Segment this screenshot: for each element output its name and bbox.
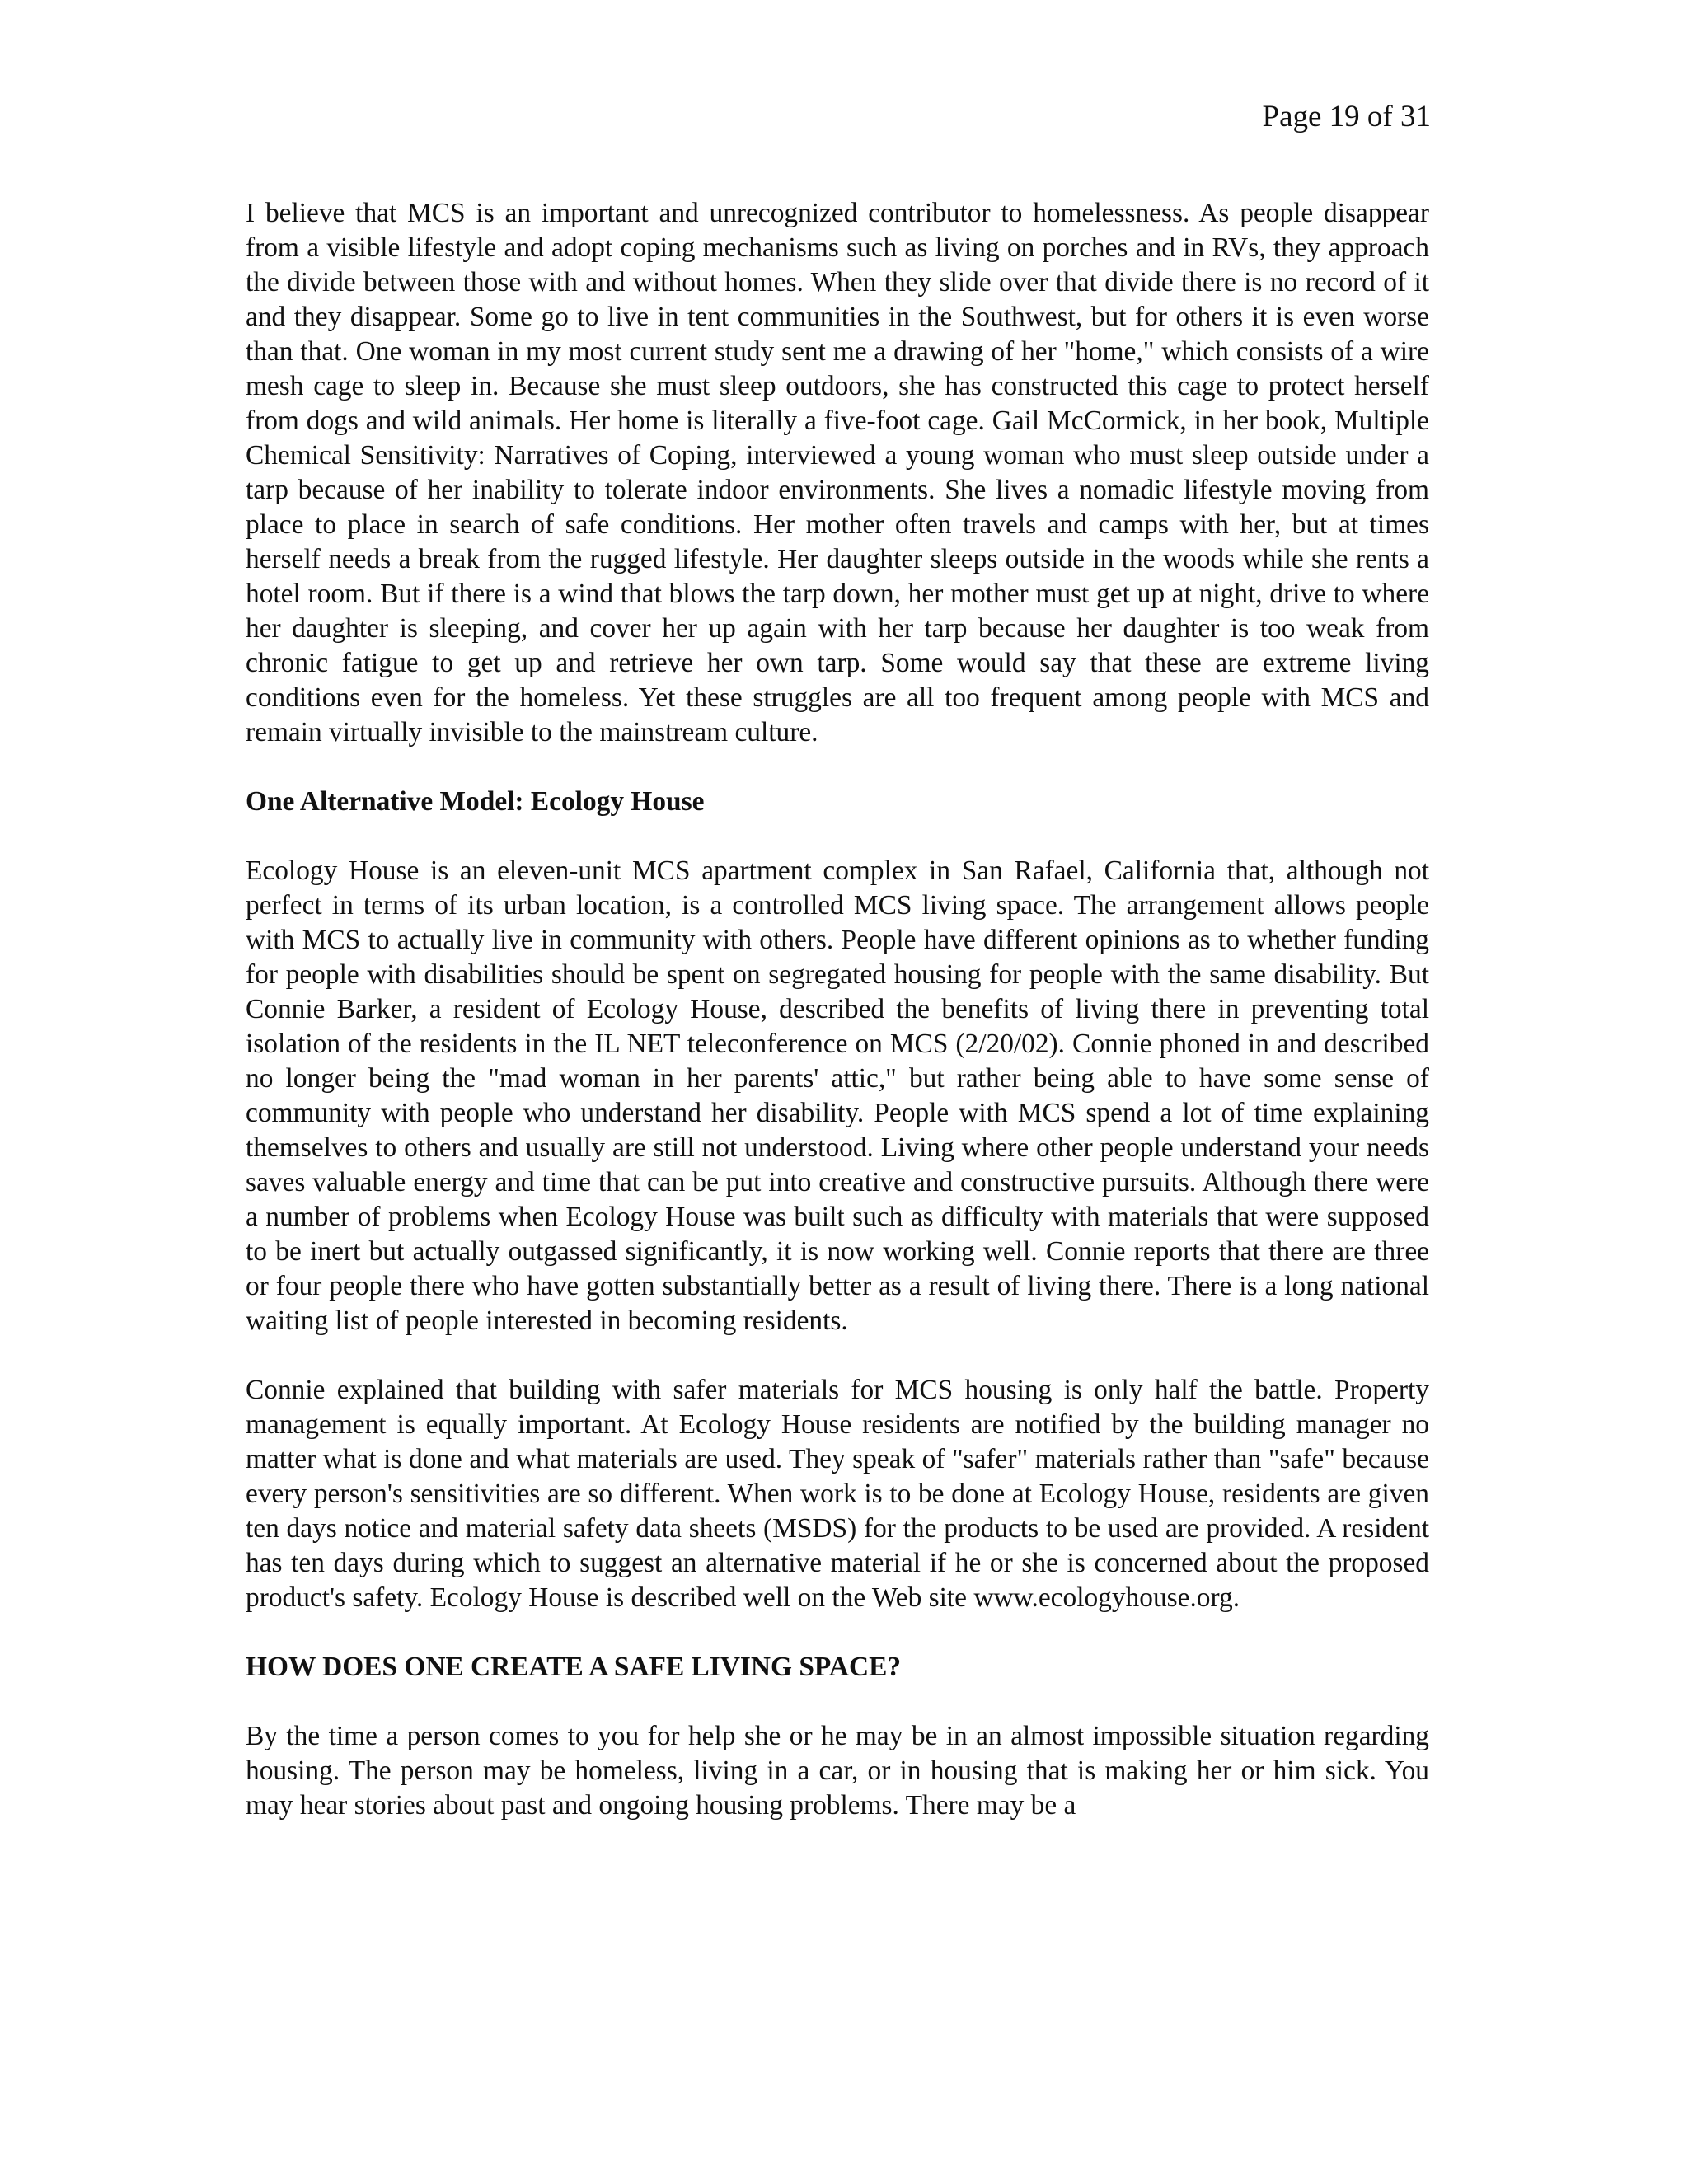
page-number: Page 19 of 31 — [1262, 100, 1431, 134]
paragraph-ecology-house-description: Ecology House is an eleven-unit MCS apartment complex in San Rafael, California that, although not perfect in terms of its urban location, is a controlled MCS living space. The arrangement allows people with MCS to actually live in community with others. People have different opinions as to whether funding for people with disabilities should be spent on segregated housing for people with the same disability. But Connie Barker, a resident of Ecology House, described the benefits of living there in preventing total isolation of the residents in the IL NET teleconference on MCS (2/20/02). Connie phoned in and described no longer being the "mad woman in her parents' attic," but rather being able to have some sense of community with people who understand her disability. People with MCS spend a lot of time explaining themselves to others and usually are still not understood. Living where other people understand your needs saves valuable energy and time that can be put into creative and constructive pursuits. Although there were a number of problems when Ecology House was built such as difficulty with materials that were supposed to be inert but actually outgassed significantly, it is now working well. Connie reports that there are three or four people there who have gotten substantially better as a result of living there. There is a long national waiting list of people interested in becoming residents. — [246, 855, 1429, 1336]
paragraph-mcs-homelessness: I believe that MCS is an important and unrecognized contributor to homelessness. As people disappear from a visible lifestyle and adopt coping mechanisms such as living on porches and in RVs, they approach the divide between those with and without homes. When they slide over that divide there is no record of it and they disappear. Some go to live in tent communities in the Southwest, but for others it is even worse than that. One woman in my most current study sent me a drawing of her "home," which consists of a wire mesh cage to sleep in. Because she must sleep outdoors, she has constructed this cage to protect herself from dogs and wild animals. Her home is literally a five-foot cage. Gail McCormick, in her book, Multiple Chemical Sensitivity: Narratives of Coping, interviewed a young woman who must sleep outside under a tarp because of her inability to tolerate indoor environments. She lives a nomadic lifestyle moving from place to place in search of safe conditions. Her mother often travels and camps with her, but at times herself needs a break from the rugged lifestyle. Her daughter sleeps outside in the woods while she rents a hotel room. But if there is a wind that blows the tarp down, her mother must get up at night, drive to where her daughter is sleeping, and cover her up again with her tarp because her daughter is too weak from chronic fatigue to get up and retrieve her own tarp. Some would say that these are extreme living conditions even for the homeless. Yet these struggles are all too frequent among people with MCS and remain virtually invisible to the mainstream culture. — [246, 198, 1429, 748]
paragraph-person-seeking-help: By the time a person comes to you for help she or he may be in an almost impossible situation regarding housing. The person may be homeless, living in a car, or in housing that is making her or him sick. You may hear stories about past and ongoing housing problems. There may be a — [246, 1721, 1429, 1821]
paragraph-property-management: Connie explained that building with safer materials for MCS housing is only half the battle. Property management is equally important. At Ecology House residents are notified by the building manager no matter what is done and what materials are used. They speak of "safer" materials rather than "safe" because every person's sensitivities are so different. When work is to be done at Ecology House, residents are given ten days notice and material safety data sheets (MSDS) for the products to be used are provided. A resident has ten days during which to suggest an alternative material if he or she is concerned about the proposed product's safety. Ecology House is described well on the Web site www.ecologyhouse.org. — [246, 1375, 1429, 1613]
section-heading-ecology-house: One Alternative Model: Ecology House — [246, 786, 705, 817]
section-heading-safe-living-space: HOW DOES ONE CREATE A SAFE LIVING SPACE? — [246, 1652, 902, 1682]
document-body — [246, 196, 1429, 1823]
